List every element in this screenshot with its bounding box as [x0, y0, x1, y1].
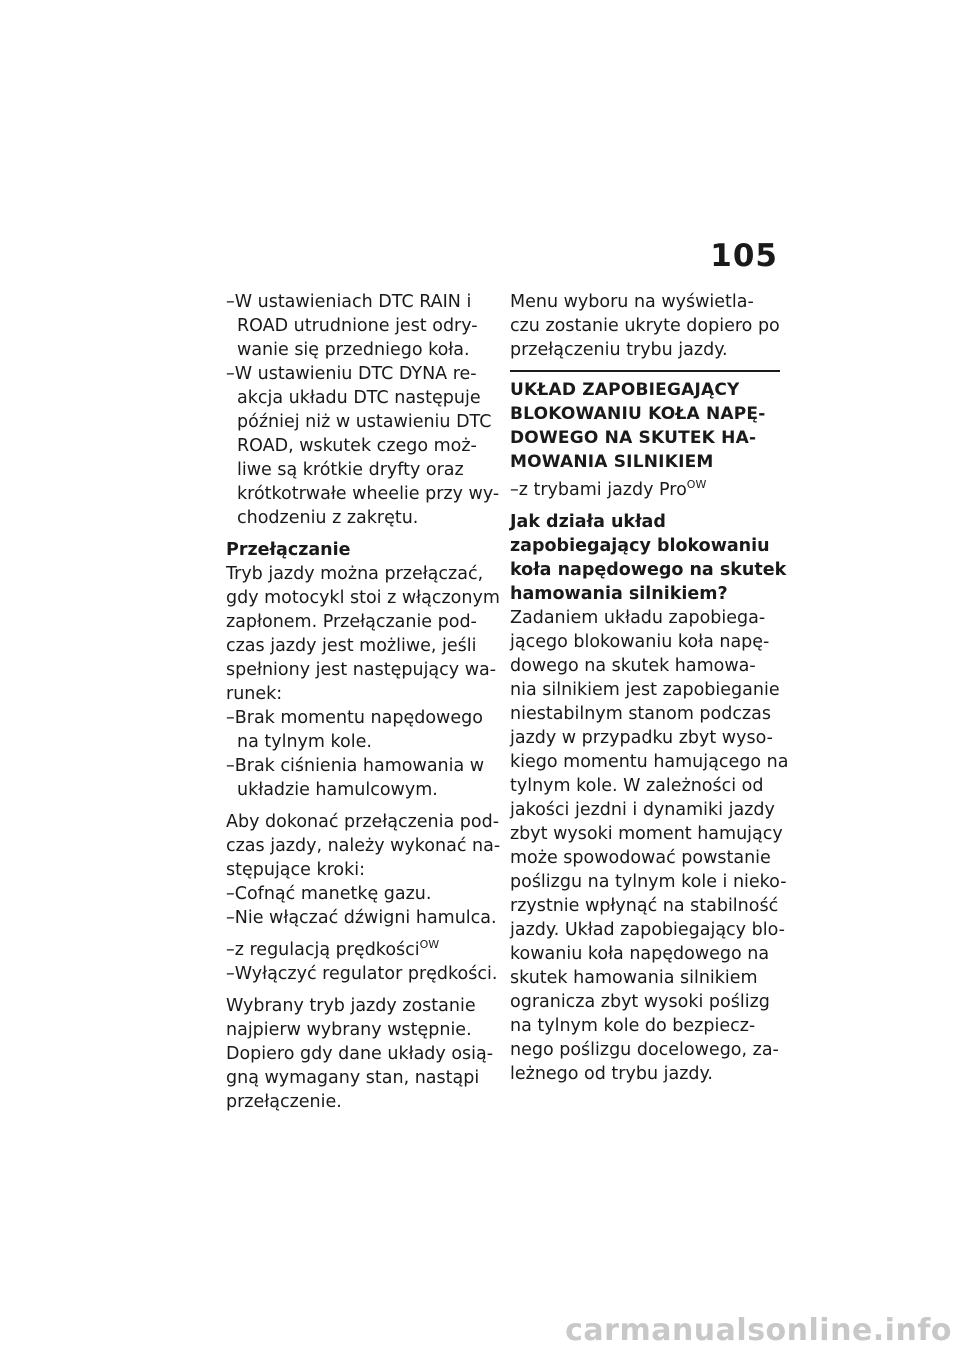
- option-tag: OW: [686, 478, 707, 491]
- list-line: –W ustawieniu DTC DYNA re-: [226, 364, 477, 384]
- paragraph-line: poślizgu na tylnym kole i nieko-: [510, 872, 787, 892]
- question-line: zapobiegający blokowaniu: [510, 536, 770, 556]
- paragraph-line: czas jazdy, należy wykonać na-: [226, 836, 501, 856]
- list-line: na tylnym kole.: [237, 732, 372, 752]
- heading-line: DOWEGO NA SKUTEK HA-: [510, 428, 757, 448]
- list-item: [226, 290, 492, 362]
- paragraph: [226, 994, 492, 1114]
- list-line: –Brak momentu napędowego: [226, 708, 483, 728]
- paragraph-line: gdy motocykl stoi z włączonym: [226, 588, 500, 608]
- paragraph-line: Zadaniem układu zapobiega-: [510, 608, 766, 628]
- paragraph-line: jakości jezdni i dynamiki jazdy: [510, 800, 775, 820]
- paragraph-line: jącego blokowaniu koła napę-: [510, 632, 770, 652]
- list-item: –Wyłączyć regulator prędkości.: [226, 964, 498, 984]
- paragraph-line: przełączeniu trybu jazdy.: [510, 340, 728, 360]
- paragraph-line: ogranicza zbyt wysoki poślizg: [510, 992, 770, 1012]
- heading-line: MOWANIA SILNIKIEM: [510, 452, 714, 472]
- list-line: wanie się przedniego koła.: [237, 340, 470, 360]
- paragraph-line: Wybrany tryb jazdy zostanie: [226, 996, 476, 1016]
- paragraph-line: jazdy w przypadku zbyt wyso-: [510, 728, 773, 748]
- paragraph: [226, 810, 501, 882]
- paragraph-line: Dopiero gdy dane układy osią-: [226, 1044, 494, 1064]
- list-line: akcja układu DTC następuje: [237, 388, 481, 408]
- paragraph-line: stępujące kroki:: [226, 860, 366, 880]
- paragraph: [510, 606, 789, 1086]
- section-heading: [510, 378, 780, 474]
- paragraph-line: przełączenie.: [226, 1092, 342, 1112]
- list-item: –Cofnąć manetkę gazu.: [226, 884, 432, 904]
- paragraph: [226, 562, 500, 706]
- paragraph-line: na tylnym kole do bezpiecz-: [510, 1016, 756, 1036]
- list-item: [226, 754, 492, 802]
- paragraph-line: spełniony jest następujący wa-: [226, 660, 497, 680]
- paragraph-line: tylnym kole. W zależności od: [510, 776, 764, 796]
- question-heading: [510, 510, 787, 606]
- paragraph-line: czas jazdy jest możliwe, jeśli: [226, 636, 477, 656]
- paragraph-line: nego poślizgu docelowego, za-: [510, 1040, 779, 1060]
- question-line: hamowania silnikiem?: [510, 584, 728, 604]
- heading-line: BLOKOWANIU KOŁA NAPĘ-: [510, 404, 766, 424]
- list-line: –W ustawieniach DTC RAIN i: [226, 292, 472, 312]
- heading-line: UKŁAD ZAPOBIEGAJĄCY: [510, 380, 740, 400]
- paragraph-line: Aby dokonać przełączenia pod-: [226, 812, 500, 832]
- paragraph-line: niestabilnym stanom podczas: [510, 704, 771, 724]
- option-text: –z trybami jazdy Pro: [510, 480, 687, 500]
- list-line: układzie hamulcowym.: [237, 780, 438, 800]
- paragraph-line: kiego momentu hamującego na: [510, 752, 789, 772]
- paragraph-line: jazdy. Układ zapobiegający blo-: [510, 920, 785, 940]
- list-line: liwe są krótkie dryfty oraz: [237, 460, 464, 480]
- paragraph-line: Menu wyboru na wyświetla-: [510, 292, 754, 312]
- page-number: 105: [710, 238, 778, 274]
- paragraph: [510, 290, 780, 362]
- section-divider: [510, 370, 780, 372]
- subheading-switching: Przełączanie: [226, 540, 351, 560]
- paragraph-line: nia silnikiem jest zapobieganie: [510, 680, 780, 700]
- left-column: [226, 290, 501, 1114]
- paragraph-line: dowego na skutek hamowa-: [510, 656, 756, 676]
- list-item: [226, 706, 492, 754]
- list-line: ROAD utrudnione jest odry-: [237, 316, 478, 336]
- option-line: [510, 478, 780, 502]
- list-line: ROAD, wskutek czego moż-: [237, 436, 477, 456]
- paragraph-line: może spowodować powstanie: [510, 848, 771, 868]
- option-text: –z regulacją prędkości: [226, 940, 420, 960]
- paragraph-line: zbyt wysoki moment hamujący: [510, 824, 783, 844]
- watermark: carmanualsonline.info: [565, 1313, 952, 1348]
- paragraph-line: kowaniu koła napędowego na: [510, 944, 770, 964]
- question-line: Jak działa układ: [510, 512, 666, 532]
- option-tag: OW: [419, 938, 440, 951]
- paragraph-line: czu zostanie ukryte dopiero po: [510, 316, 780, 336]
- paragraph-line: Tryb jazdy można przełączać,: [226, 564, 484, 584]
- paragraph-line: gną wymagany stan, nastąpi: [226, 1068, 480, 1088]
- paragraph-line: rzystnie wpłynąć na stabilność: [510, 896, 779, 916]
- paragraph-line: skutek hamowania silnikiem: [510, 968, 758, 988]
- list-line: chodzeniu z zakrętu.: [237, 508, 419, 528]
- list-item: –Nie włączać dźwigni hamulca.: [226, 908, 497, 928]
- paragraph-line: leżnego od trybu jazdy.: [510, 1064, 713, 1084]
- right-column: [510, 290, 789, 1086]
- paragraph-line: runek:: [226, 684, 283, 704]
- paragraph-line: najpierw wybrany wstępnie.: [226, 1020, 472, 1040]
- list-item: [226, 362, 500, 530]
- list-line: –Brak ciśnienia hamowania w: [226, 756, 485, 776]
- question-line: koła napędowego na skutek: [510, 560, 787, 580]
- list-line: krótkotrwałe wheelie przy wy-: [237, 484, 500, 504]
- list-line: później niż w ustawieniu DTC: [237, 412, 492, 432]
- option-line: [226, 938, 492, 962]
- paragraph-line: zapłonem. Przełączanie pod-: [226, 612, 477, 632]
